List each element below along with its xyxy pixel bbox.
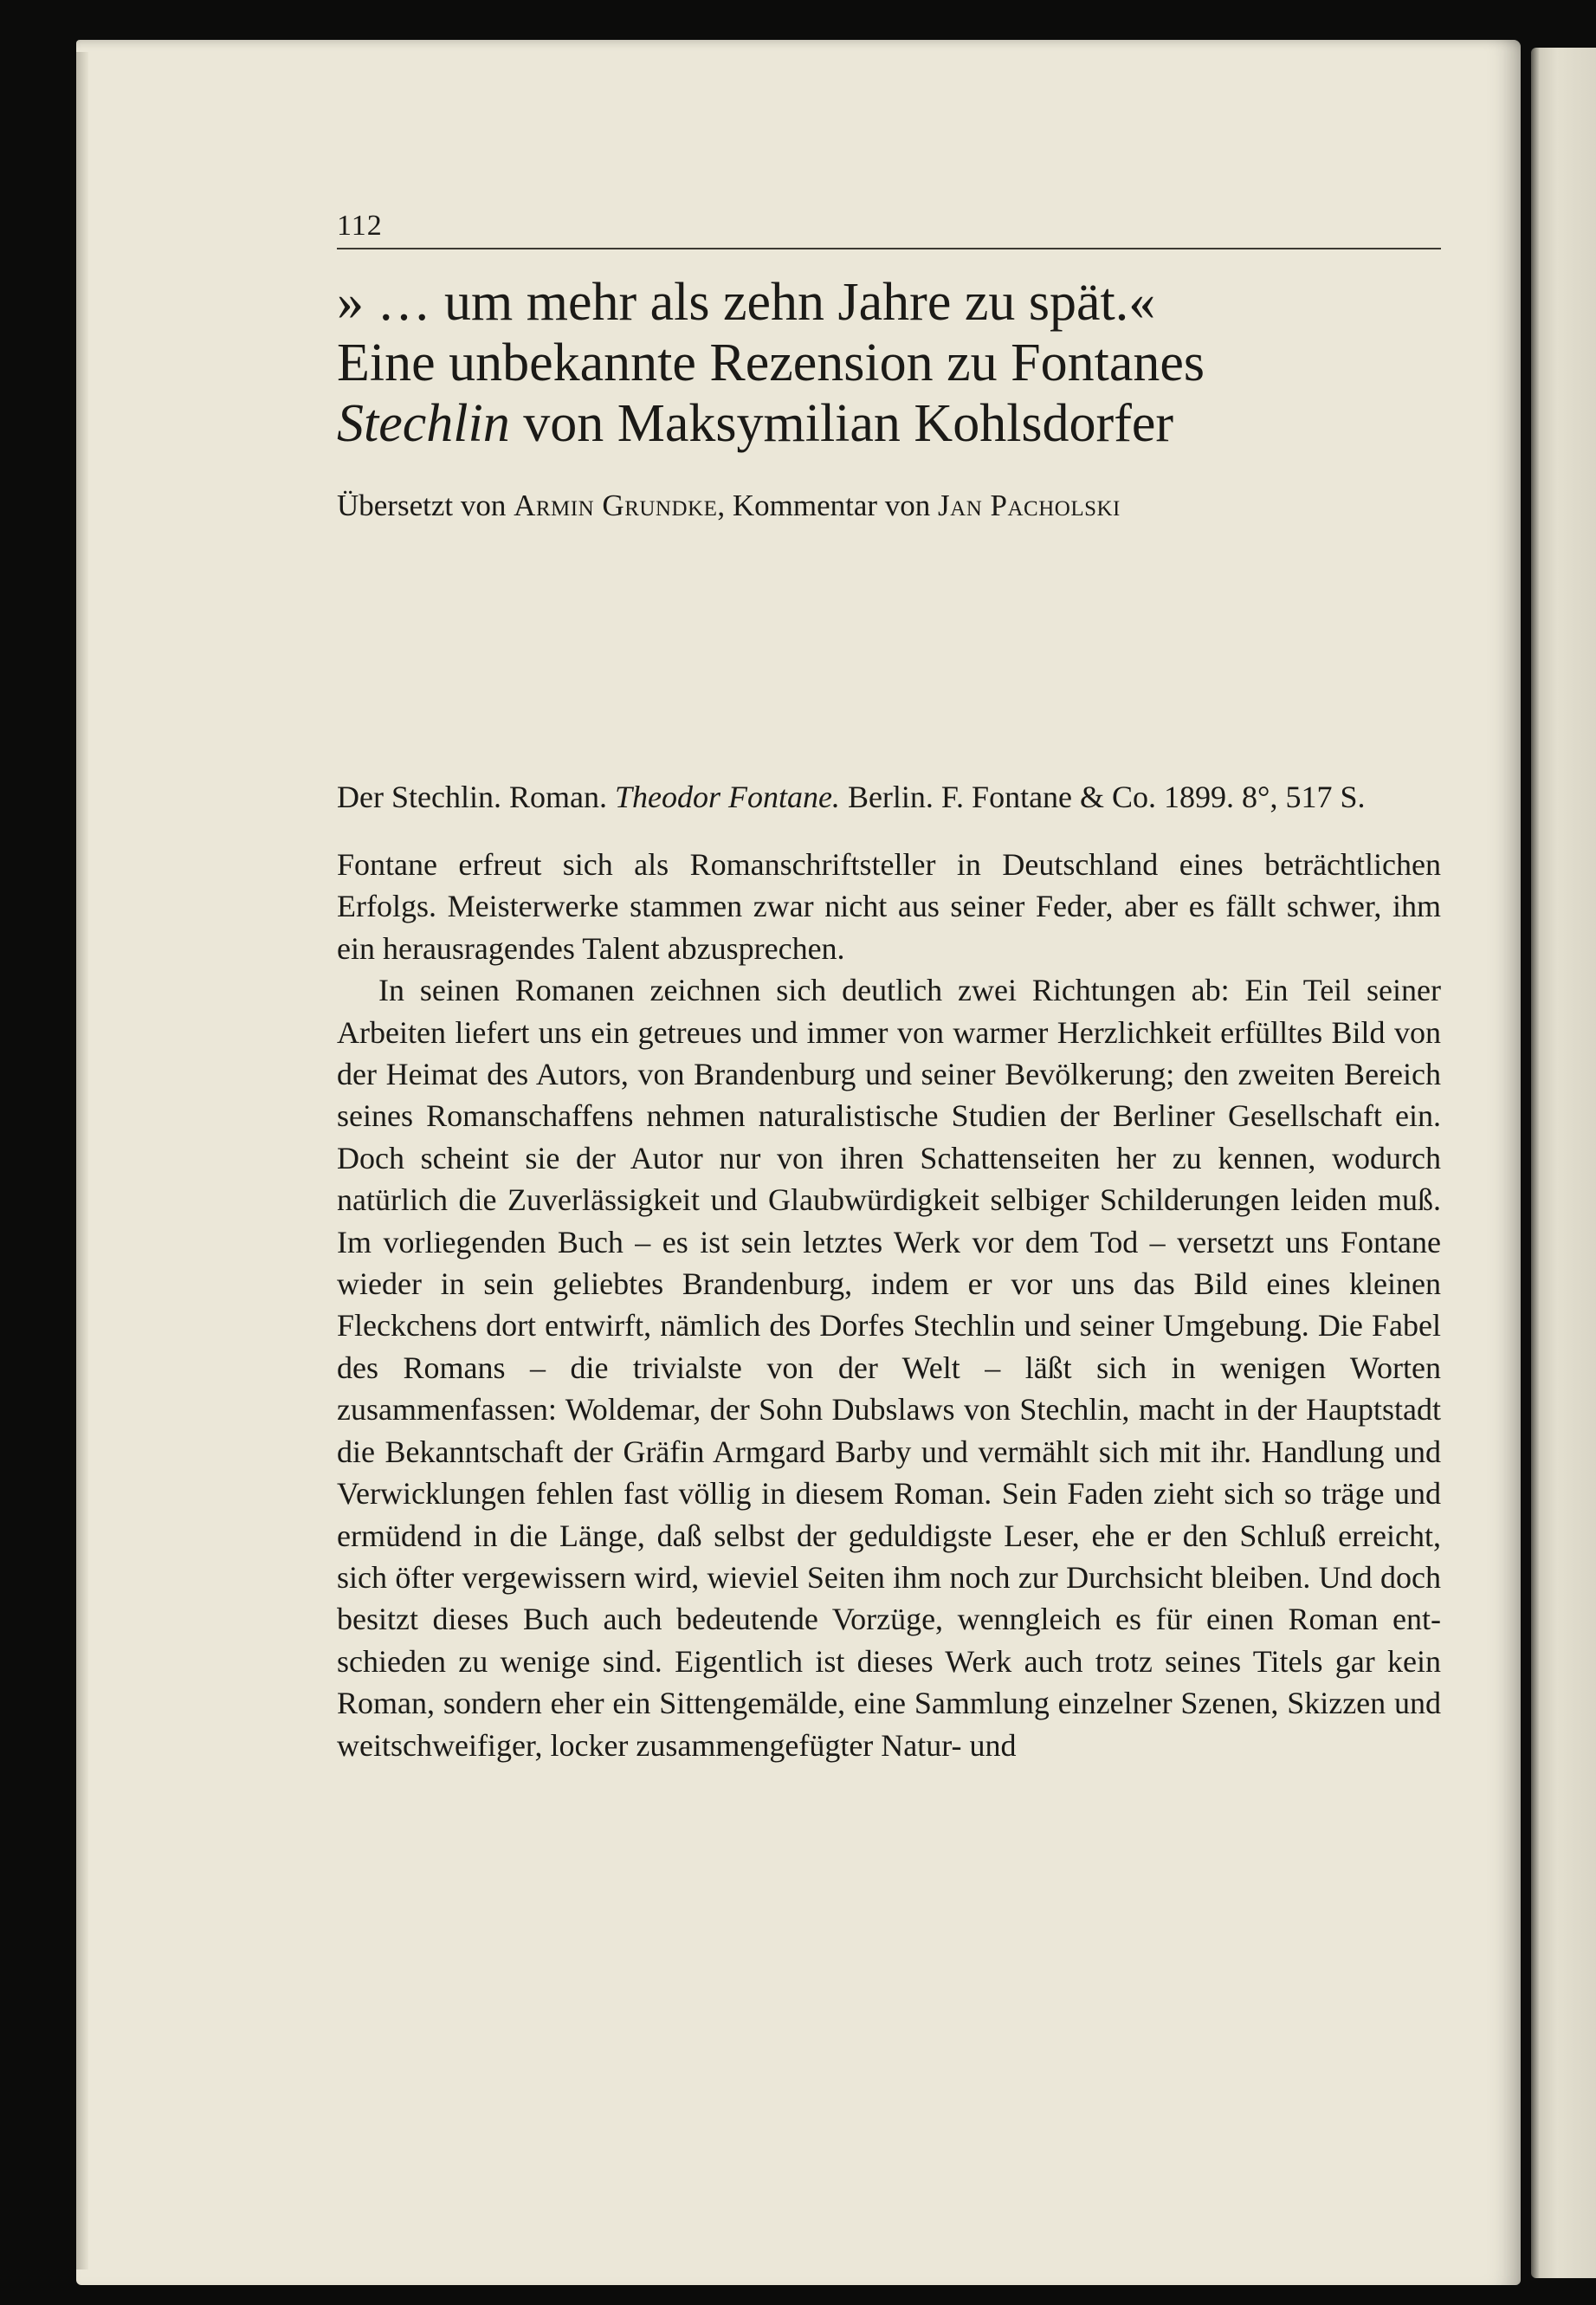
commentary-label: , Kommentar von — [717, 489, 939, 522]
article-title — [337, 272, 1441, 454]
biblio-author: Theodor Fontane. — [614, 780, 840, 814]
paragraph-2: In seinen Romanen zeichnen sich deutlich zwei Richtungen ab: Ein Teil seiner Arbeiten liefert uns ein getreues und immer von warmer Herzlichkeit erfülltes Bild von der Heimat des Autors, von Brandenburg und seiner Bevölkerung; den zweiten Bereich seines Romanschaffens nehmen naturalistische Studien der Berliner Gesellschaft ein. Doch scheint sie der Autor nur von ihren Schattenseiten her zu kennen, wodurch natürlich die Zuverlässigkeit und Glaubwürdigkeit selbiger Schilderungen leiden muß. Im vorliegenden Buch – es ist sein letztes Werk vor dem Tod – versetzt uns Fontane wieder in sein geliebtes Brandenburg, indem er vor uns das Bild eines kleinen Fleckchens dort entwirft, nämlich des Dorfes Stechlin und seiner Umgebung. Die Fabel des Romans – die trivialste von der Welt – läßt sich in wenigen Worten zusammenfassen: Woldemar, der Sohn Dubslaws von Stechlin, macht in der Hauptstadt die Bekanntschaft der Gräfin Armgard Barby und vermählt sich mit ihr. Handlung und Verwicklungen fehlen fast völlig in diesem Roman. Sein Faden zieht sich so träge und ermüdend in die Länge, daß selbst der geduldigste Leser, ehe er den Schluß erreicht, sich öfter vergewissern wird, wieviel Seiten ihm noch zur Durchsicht bleiben. Und doch besitzt dieses Buch auch bedeutende Vorzüge, wenngleich es für einen Roman entschieden zu wenige sind. Eigentlich ist dieses Werk auch trotz seines Titels gar kein Roman, sondern eher ein Sittengemälde, eine Sammlung einzelner Szenen, Skizzen und weitschweifiger, locker zusammengefügter Natur- und — [337, 973, 1441, 1763]
running-head — [337, 208, 1441, 249]
translated-by-label: Übersetzt von — [337, 489, 514, 522]
bibliographic-entry — [337, 776, 1441, 818]
title-work-name: Stechlin — [337, 394, 510, 453]
facing-page-edge — [1531, 48, 1596, 2278]
page-content — [337, 208, 1441, 1766]
translator-name: Armin Grundke — [514, 489, 718, 522]
title-line-3 — [337, 393, 1441, 454]
title-line-1: » … um mehr als zehn Jahre zu spät.« — [337, 273, 1156, 332]
title-line-2: Eine unbekannte Rezension zu Fontanes — [337, 333, 1205, 392]
paragraph-1: Fontane erfreut sich als Romanschriftsteller in Deutschland eines beträchtlichen Erfolgs. Meisterwerke stammen zwar nicht aus seiner Feder, aber es fällt schwer, ihm ein herausragendes Talent abzusprechen. — [337, 847, 1441, 966]
credits-line — [337, 487, 1441, 525]
biblio-title: Der Stechlin. Roman. — [337, 780, 615, 814]
page-stack-edge — [76, 52, 88, 2269]
review-body — [337, 844, 1441, 1766]
page-number: 112 — [337, 210, 383, 242]
commentator-name: Jan Pacholski — [938, 489, 1121, 522]
title-author-part: von Maksymilian Kohlsdorfer — [509, 394, 1173, 453]
biblio-publication: Berlin. F. Fontane & Co. 1899. 8°, 517 S. — [839, 780, 1366, 814]
